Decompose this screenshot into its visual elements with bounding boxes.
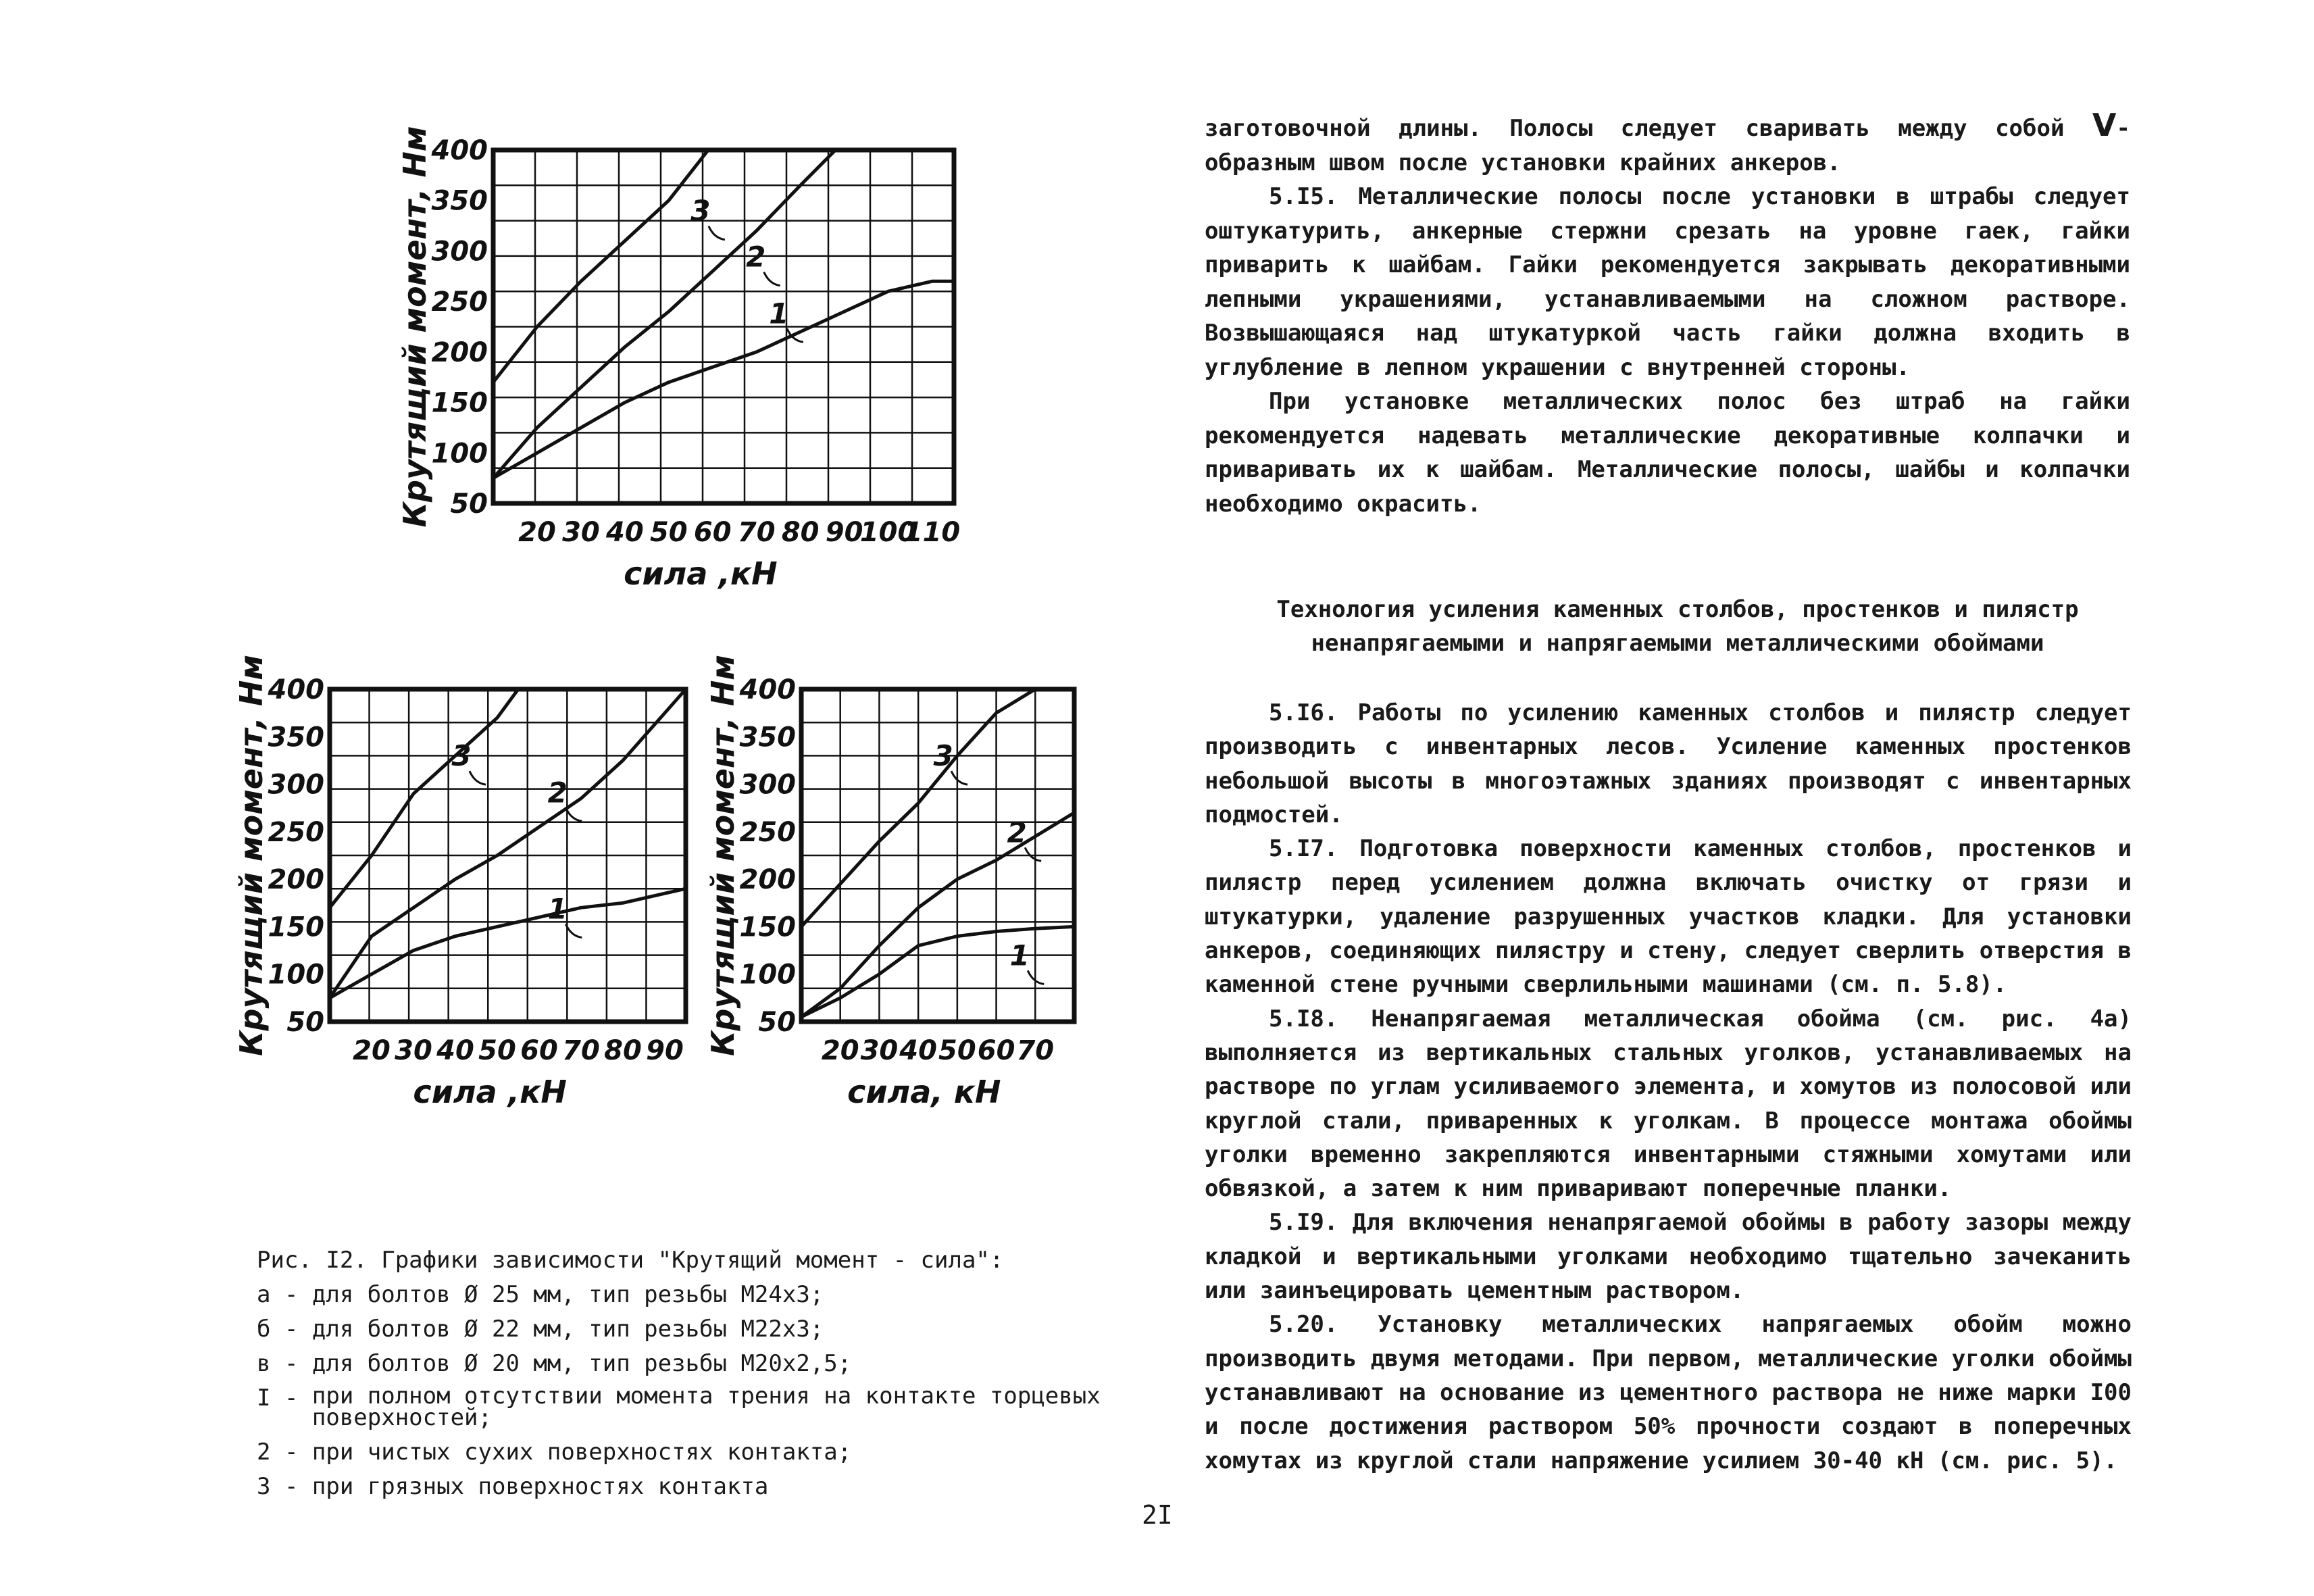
caption-item — [257, 1347, 1149, 1381]
series-line-2 — [801, 813, 1074, 1017]
caption-item-text: для болтов Ø 20 мм, тип резьбы М20х2,5; — [311, 1350, 852, 1377]
caption-item-text: для болтов Ø 25 мм, тип резьбы М24х3; — [311, 1281, 824, 1308]
y-tick-label: 350 — [739, 722, 796, 753]
x-tick-label: 90 — [646, 1035, 684, 1066]
y-tick-label: 50 — [758, 1007, 796, 1038]
series-line-1 — [801, 926, 1074, 1017]
paragraph-5-19: 5.I9. Для включения ненапрягаемой обоймы в работу зазоры между кладкой и вертикальными уголками необходимо тщательно зачеканить или заинъецировать цементным раствором. — [1205, 1209, 2132, 1305]
caption-item-key: а - — [257, 1281, 312, 1308]
x-tick-label: 40 — [899, 1035, 937, 1066]
section-heading — [1205, 593, 2150, 660]
y-tick-label: 200 — [268, 864, 324, 896]
y-tick-label: 400 — [268, 674, 324, 705]
x-tick-label: 50 — [938, 1035, 976, 1066]
paragraph-5-15: 5.I5. Металлические полосы после установки в штрабы следует оштукатурить, анкерные стержни срезать на уровне гаек, гайки приварить к шайбам. Гайки рекомендуется закрывать декоративными лепными украшениями, устанавливаемыми на сложном растворе. Возвышающаяся над штукатуркой часть гайки должна входить в углубление в лепном украшении с внутренней стороны. — [1205, 183, 2130, 381]
paragraph-nuts-caps: При установке металлических полос без штраб на гайки рекомендуется надевать металлические декоративные колпачки и приваривать их к шайбам. Металлические полосы, шайбы и колпачки необходимо окрасить. — [1205, 388, 2130, 518]
curve-label-1: 1 — [769, 297, 789, 330]
v-weld-symbol: V — [2092, 107, 2117, 143]
y-tick-label: 300 — [268, 769, 324, 801]
y-axis-label: Крутящий момент, Нм — [397, 126, 433, 528]
x-tick-label: 50 — [478, 1035, 516, 1066]
curve-label-3: 3 — [690, 194, 711, 228]
caption-item-key: б - — [257, 1316, 312, 1343]
chart-c — [0, 0, 1182, 1149]
x-tick-label: 40 — [606, 517, 644, 548]
curve-label-1: 1 — [1009, 939, 1030, 972]
y-tick-label: 50 — [286, 1007, 324, 1038]
caption-item — [257, 1470, 1149, 1504]
paragraph-continuation — [1205, 108, 2130, 180]
y-tick-label: 100 — [739, 959, 796, 991]
y-axis-label: Крутящий момент, Нм — [233, 654, 270, 1057]
x-tick-label: 70 — [562, 1035, 600, 1066]
paragraph-5-20: 5.20. Установку металлических напрягаемых обойм можно производить двумя методами. При первом, металлические уголки обоймы устанавливают на основание из цементного раствора не ниже марки I00 и после достижения раствором 50% прочности создают в поперечных хомутах из круглой стали напряжение усилием 30-40 кН (см. рис. 5). — [1205, 1311, 2132, 1474]
y-tick-label: 150 — [268, 912, 324, 943]
caption-item — [257, 1278, 1149, 1312]
y-tick-label: 250 — [268, 816, 324, 848]
figure-caption — [257, 1243, 1149, 1504]
x-tick-label: 50 — [649, 517, 688, 548]
y-tick-label: 350 — [431, 185, 488, 217]
paragraph-text: заготовочной длины. Полосы следует сваривать между собой — [1205, 115, 2092, 142]
y-tick-label: 300 — [739, 769, 796, 801]
heading-line-2: ненапрягаемыми и напрягаемыми металлическими обоймами — [1311, 630, 2044, 657]
x-tick-label: 70 — [1016, 1035, 1055, 1066]
curve-label-2: 2 — [1007, 816, 1027, 849]
y-tick-label: 250 — [431, 286, 488, 318]
x-tick-label: 60 — [977, 1035, 1015, 1066]
x-tick-label: 80 — [604, 1035, 642, 1066]
y-axis-label: Крутящий момент, Нм — [705, 654, 741, 1057]
y-tick-label: 400 — [739, 674, 796, 705]
y-tick-label: 100 — [268, 959, 324, 991]
text-column-lower — [1205, 696, 2132, 1478]
y-tick-label: 350 — [268, 722, 324, 753]
x-tick-label: 30 — [860, 1035, 899, 1066]
caption-title: Рис. I2. Графики зависимости "Крутящий момент - сила": — [257, 1247, 1004, 1274]
paragraph-text: -образным швом после установки крайних анкеров. — [1205, 115, 2130, 176]
caption-item-text: при полном отсутствии момента трения на контакте торцевых поверхностей; — [311, 1382, 1101, 1431]
caption-item-text: при грязных поверхностях контакта — [311, 1473, 769, 1500]
caption-item-text: при чистых сухих поверхностях контакта; — [311, 1439, 852, 1466]
caption-item — [257, 1381, 1149, 1435]
caption-item-text: для болтов Ø 22 мм, тип резьбы М22х3; — [311, 1316, 824, 1343]
caption-item-key: I - — [257, 1385, 312, 1412]
y-tick-label: 200 — [739, 864, 796, 896]
caption-item — [257, 1435, 1149, 1470]
heading-line-1: Технология усиления каменных столбов, простенков и пилястр — [1276, 596, 2079, 623]
caption-item-key: в - — [257, 1350, 312, 1377]
x-tick-label: 20 — [821, 1035, 859, 1066]
y-tick-label: 250 — [739, 816, 796, 848]
x-axis-label: сила, кН — [847, 1074, 1001, 1110]
x-tick-label: 60 — [520, 1035, 558, 1066]
y-tick-label: 150 — [739, 912, 796, 943]
caption-item — [257, 1312, 1149, 1347]
curve-label-2: 2 — [547, 776, 568, 809]
x-tick-label: 30 — [562, 517, 600, 548]
curve-label-2: 2 — [746, 240, 766, 274]
curve-label-1: 1 — [547, 892, 568, 926]
paragraph-5-18: 5.I8. Ненапрягаемая металлическая обойма (см. рис. 4а) выполняется из вертикальных стальных уголков, устанавливаемых на растворе по углам усиливаемого элемента, и хомутов из полосовой или круглой стали, приваренных к уголкам. В процессе монтажа обоймы уголки временно закрепляются инвентарными стяжными хомутами или обвязкой, а затем к ним приваривают поперечные планки. — [1205, 1005, 2132, 1203]
x-axis-label: сила ,кН — [624, 555, 778, 592]
y-tick-label: 200 — [431, 336, 488, 368]
y-tick-label: 400 — [431, 135, 488, 166]
x-tick-label: 80 — [781, 517, 820, 548]
x-tick-label: 20 — [353, 1035, 391, 1066]
x-tick-label: 40 — [436, 1035, 474, 1066]
curve-label-leader — [1025, 847, 1041, 861]
y-tick-label: 300 — [431, 236, 488, 268]
caption-item-key: 2 - — [257, 1439, 312, 1466]
x-tick-label: 20 — [518, 517, 556, 548]
y-tick-label: 100 — [431, 438, 488, 470]
x-tick-label: 70 — [737, 517, 776, 548]
x-tick-label: 30 — [395, 1035, 432, 1066]
y-tick-label: 50 — [450, 489, 488, 520]
text-column-upper — [1205, 108, 2130, 521]
y-tick-label: 150 — [431, 387, 488, 419]
page-number: 2I — [1142, 1500, 1173, 1530]
x-tick-label: 100 — [859, 517, 917, 548]
caption-item-key: 3 - — [257, 1473, 312, 1500]
x-axis-label: сила ,кН — [413, 1074, 567, 1110]
x-tick-label: 110 — [903, 517, 961, 548]
x-tick-label: 60 — [693, 517, 732, 548]
x-tick-label: 90 — [825, 517, 863, 548]
curve-label-leader — [951, 771, 967, 784]
curve-label-3: 3 — [933, 739, 953, 773]
curve-label-3: 3 — [451, 739, 472, 773]
paragraph-5-16: 5.I6. Работы по усилению каменных столбов и пилястр следует производить с инвентарных лесов. Усиление каменных простенков небольшой высоты в многоэтажных зданиях производят с инвентарных подмостей. — [1205, 699, 2132, 828]
paragraph-5-17: 5.I7. Подготовка поверхности каменных столбов, простенков и пилястр перед усилением должна включать очистку от грязи и штукатурки, удаление разрушенных участков кладки. Для установки анкеров, соединяющих пилястру и стену, следует сверлить отверстия в каменной стене ручными сверлильными машинами (см. п. 5.8). — [1205, 835, 2132, 999]
